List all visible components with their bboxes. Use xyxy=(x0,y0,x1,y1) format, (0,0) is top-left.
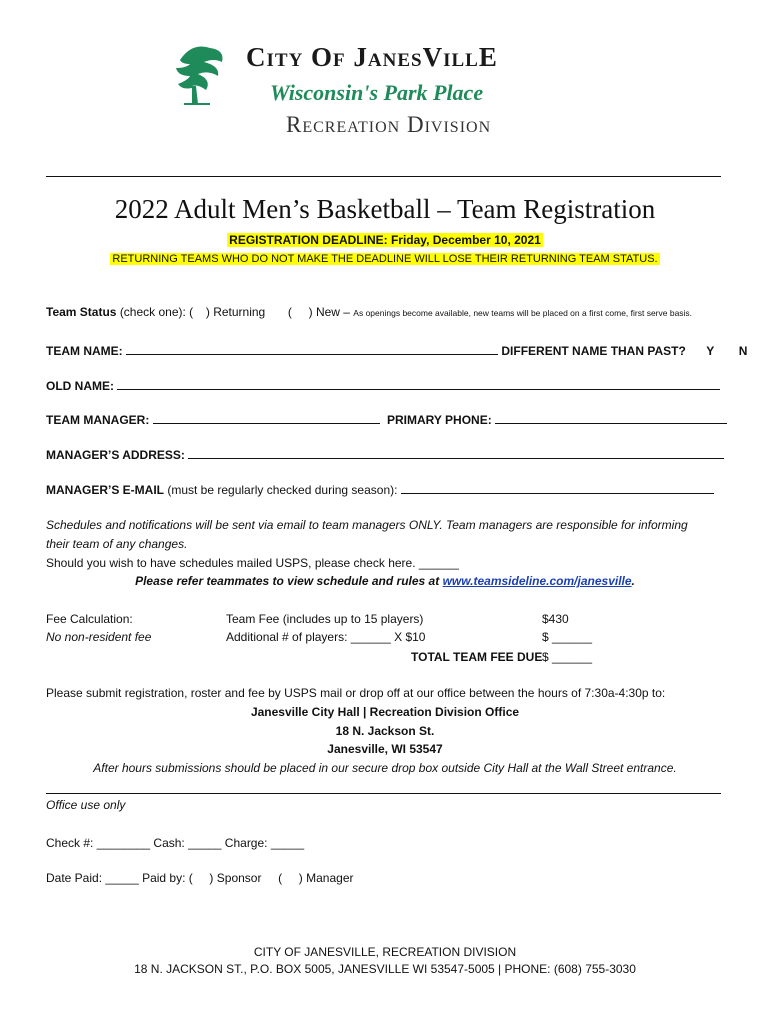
different-name-label: DIFFERENT NAME THAN PAST? xyxy=(501,344,686,358)
warning-notice xyxy=(0,249,770,267)
office-use-label: Office use only xyxy=(46,798,126,812)
footer-org: CITY OF JANESVILLE, RECREATION DIVISION xyxy=(253,945,517,959)
logo xyxy=(170,38,570,148)
notes-line-3: Should you wish to have schedules mailed USPS, please check here. ______ xyxy=(46,556,459,570)
team-status-hint: (check one): ( xyxy=(119,305,194,319)
office-street: 18 N. Jackson St. xyxy=(335,724,435,738)
email-field[interactable] xyxy=(401,482,714,494)
logo-city-name: City Of JanesVillE xyxy=(246,42,498,72)
logo-tagline: Wisconsin's Park Place xyxy=(270,80,484,105)
after-hours-note: After hours submissions should be placed in our secure drop box outside City Hall at the Wall Street entrance. xyxy=(93,761,677,775)
office-name: Janesville City Hall | Recreation Division Office xyxy=(250,705,520,719)
old-name-label: OLD NAME: xyxy=(46,379,114,393)
manager-row xyxy=(46,412,727,427)
notes-line-4 xyxy=(0,574,770,588)
team-status-row xyxy=(46,305,692,319)
additional-amount: $ ______ xyxy=(542,630,593,644)
teamsideline-link[interactable]: www.teamsideline.com/janesville xyxy=(442,574,632,588)
non-resident-note: No non-resident fee xyxy=(46,630,152,644)
payment-row: Check #: ________ Cash: _____ Charge: _____ xyxy=(46,836,305,850)
different-yes-option[interactable]: Y xyxy=(706,344,715,358)
total-fee-amount: $ ______ xyxy=(542,650,593,664)
different-no-option[interactable]: N xyxy=(738,344,748,358)
new-open-paren: ( xyxy=(287,305,292,319)
email-label: MANAGER’S E-MAIL xyxy=(46,483,164,497)
team-name-label: TEAM NAME: xyxy=(46,344,123,358)
notes-line-2: their team of any changes. xyxy=(46,537,188,551)
address-field[interactable] xyxy=(188,447,724,459)
office-city: Janesville, WI 53547 xyxy=(327,742,443,756)
date-paid-row: Date Paid: _____ Paid by: ( ) Sponsor ( ) Manager xyxy=(46,871,354,885)
refer-period: . xyxy=(631,574,635,588)
office-divider xyxy=(46,793,721,794)
email-row xyxy=(46,482,714,497)
additional-players-label: Additional # of players: ______ X $10 xyxy=(226,630,426,644)
team-status-label: Team Status xyxy=(46,305,117,319)
refer-text: Please refer teammates to view schedule and rules at xyxy=(135,574,440,588)
new-team-note: As openings become available, new teams will be placed on a first come, first serve basis. xyxy=(353,308,693,318)
team-name-row xyxy=(46,343,748,358)
address-label: MANAGER’S ADDRESS: xyxy=(46,448,185,462)
old-name-field[interactable] xyxy=(117,378,720,390)
team-fee-label: Team Fee (includes up to 15 players) xyxy=(226,612,424,626)
page-title: 2022 Adult Men’s Basketball – Team Registration xyxy=(114,194,656,224)
top-divider xyxy=(46,176,721,177)
deadline-text: REGISTRATION DEADLINE: Friday, December 10, 2021 xyxy=(229,233,541,247)
phone-label: PRIMARY PHONE: xyxy=(387,413,492,427)
logo-division: Recreation Division xyxy=(286,112,492,137)
deadline-notice xyxy=(0,231,770,249)
submit-instructions: Please submit registration, roster and fee by USPS mail or drop off at our office between the hours of 7:30a-4:30p to: xyxy=(46,686,666,700)
footer-address: 18 N. JACKSON ST., P.O. BOX 5005, JANESVILLE WI 53547-5005 | PHONE: (608) 755-3030 xyxy=(134,962,636,976)
manager-label: TEAM MANAGER: xyxy=(46,413,150,427)
email-note: (must be regularly checked during season): xyxy=(167,483,398,497)
warning-text: RETURNING TEAMS WHO DO NOT MAKE THE DEADLINE WILL LOSE THEIR RETURNING TEAM STATUS. xyxy=(112,253,658,265)
notes-line-1: Schedules and notifications will be sent via email to team managers ONLY. Team managers are responsible for informing xyxy=(46,518,688,532)
manager-field[interactable] xyxy=(153,412,380,424)
new-label: ) New – xyxy=(308,305,350,319)
team-fee-amount: $430 xyxy=(542,612,569,626)
team-name-field[interactable] xyxy=(126,343,498,355)
phone-field[interactable] xyxy=(495,412,727,424)
fee-calc-label: Fee Calculation: xyxy=(46,612,133,626)
returning-label: ) Returning xyxy=(205,305,266,319)
total-fee-label: TOTAL TEAM FEE DUE xyxy=(411,650,543,664)
address-row xyxy=(46,447,724,462)
tree-icon xyxy=(170,40,230,112)
old-name-row xyxy=(46,378,720,393)
